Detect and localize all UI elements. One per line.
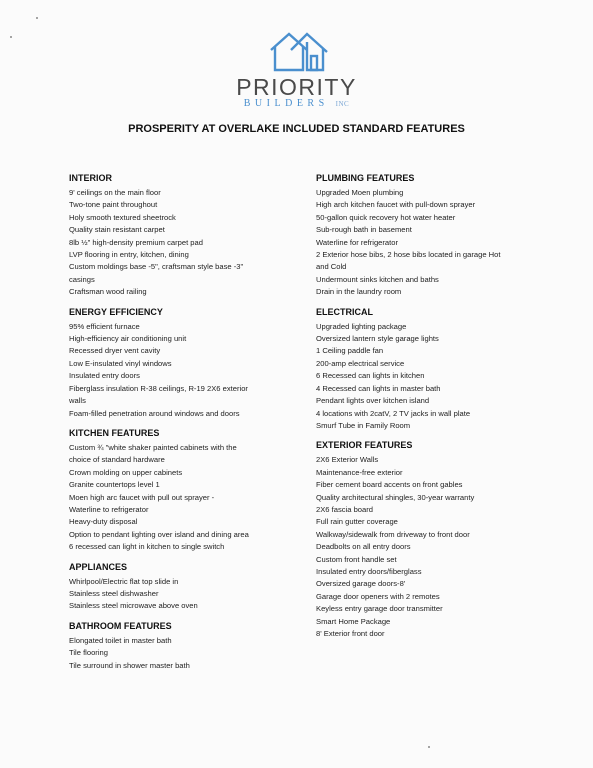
feature-item: 9' ceilings on the main floor [69, 188, 161, 197]
feature-item: Low E-insulated vinyl windows [69, 358, 172, 368]
feature-item: Stainless steel dishwasher [69, 588, 159, 598]
feature-item: Undermount sinks kitchen and baths [316, 274, 439, 284]
feature-item: Option to pendant lighting over island and dining area [69, 529, 249, 539]
feature-item: Tile surround in shower master bath [69, 660, 190, 670]
feature-item: walls [69, 396, 86, 406]
document-title: PROSPERITY AT OVERLAKE INCLUDED STANDARD FEATURES [128, 123, 465, 135]
section-bathroom-features [69, 620, 281, 672]
feature-list [316, 454, 526, 640]
feature-item: 2X6 fascia board [316, 504, 373, 514]
section-title: ELECTRICAL [316, 306, 373, 317]
feature-item: 4 Recessed can lights in master bath [316, 383, 441, 393]
feature-item: 2X6 Exterior Walls [316, 455, 379, 465]
section-title: INTERIOR [69, 173, 113, 183]
section-kitchen-features [69, 427, 281, 554]
feature-item: 6 recessed can light in kitchen to single switch [69, 542, 225, 552]
feature-item: casings [69, 274, 95, 284]
feature-item: choice of standard hardware [69, 455, 165, 465]
feature-item: Granite countertops level 1 [69, 480, 160, 490]
feature-item: Walkway/sidewalk from driveway to front door [316, 529, 470, 539]
section-title: BATHROOM FEATURES [69, 620, 172, 631]
feature-list [69, 635, 281, 672]
section-plumbing-features [316, 172, 526, 299]
feature-item: Smurf Tube in Family Room [316, 420, 411, 430]
feature-item: Oversized garage doors-8' [316, 579, 406, 589]
section-electrical [316, 306, 526, 433]
brand-subtitle-text: BUILDERS [243, 98, 329, 109]
feature-item: and Cold [316, 262, 347, 272]
feature-item: Tile flooring [69, 648, 108, 658]
feature-item: Stainless steel microwave above oven [69, 601, 198, 611]
feature-item: Keyless entry garage door transmitter [316, 604, 443, 614]
feature-item: Upgraded lighting package [316, 321, 407, 331]
feature-list [69, 576, 281, 613]
feature-item: Whirlpool/Electric flat top slide in [69, 576, 179, 586]
feature-item: High-efficiency air conditioning unit [69, 334, 187, 344]
feature-item: Heavy-duty disposal [69, 517, 138, 527]
feature-item: Upgraded Moen plumbing [316, 188, 404, 197]
feature-item: 95% efficient furnace [69, 321, 140, 331]
feature-item: Smart Home Package [316, 616, 391, 626]
feature-item: Drain in the laundry room [316, 287, 402, 297]
feature-item: 8lb ½" high-density premium carpet pad [69, 237, 203, 247]
right-column [316, 172, 526, 647]
feature-item: 200-amp electrical service [316, 358, 405, 368]
section-title: ENERGY EFFICIENCY [69, 306, 163, 317]
feature-item: Deadbolts on all entry doors [316, 542, 411, 552]
feature-item: Full rain gutter coverage [316, 517, 398, 527]
feature-item: Foam-filled penetration around windows and doors [69, 408, 240, 418]
feature-list [69, 321, 281, 420]
feature-item: 4 locations with 2catV, 2 TV jacks in wall plate [316, 408, 471, 418]
section-title: EXTERIOR FEATURES [316, 440, 413, 451]
brand-subtitle [0, 98, 593, 109]
feature-item: Crown molding on upper cabinets [69, 467, 183, 477]
feature-item: Oversized lantern style garage lights [316, 334, 439, 344]
feature-item: Quality stain resistant carpet [69, 225, 165, 235]
feature-item: 1 Ceiling paddle fan [316, 346, 384, 356]
feature-item: High arch kitchen faucet with pull-down sprayer [316, 200, 476, 210]
feature-list [316, 187, 526, 299]
feature-item: Insulated entry doors [69, 371, 140, 381]
feature-item: Waterline to refrigerator [69, 504, 149, 514]
feature-list [316, 321, 526, 433]
feature-item: Sub-rough bath in basement [316, 225, 412, 235]
feature-item: Custom front handle set [316, 554, 397, 564]
feature-item: Fiberglass insulation R-38 ceilings, R-19 2X6 exterior [69, 383, 248, 393]
feature-item: Custom ¾ "white shaker painted cabinets with the [69, 442, 237, 452]
feature-item: 2 Exterior hose bibs, 2 hose bibs located in garage Hot [316, 250, 501, 260]
feature-item: Maintenance-free exterior [316, 467, 403, 477]
feature-list [69, 442, 281, 554]
section-title: PLUMBING FEATURES [316, 173, 415, 183]
section-exterior-features [316, 439, 526, 640]
brand-name: PRIORITY [236, 74, 357, 100]
feature-item: Recessed dryer vent cavity [69, 346, 161, 356]
left-column [69, 172, 281, 679]
feature-item: 50-gallon quick recovery hot water heater [316, 212, 456, 222]
section-title: KITCHEN FEATURES [69, 427, 160, 438]
feature-item: Craftsman wood railing [69, 287, 147, 297]
feature-item: Two-tone paint throughout [69, 200, 158, 210]
feature-item: Waterline for refrigerator [316, 237, 399, 247]
scan-speck [10, 36, 12, 38]
feature-item: Quality architectural shingles, 30-year warranty [316, 492, 475, 502]
section-interior [69, 172, 281, 299]
feature-list [69, 187, 281, 299]
brand-suffix: INC [335, 100, 350, 108]
feature-item: 6 Recessed can lights in kitchen [316, 371, 425, 381]
feature-item: Garage door openers with 2 remotes [316, 591, 440, 601]
feature-item: Insulated entry doors/fiberglass [316, 566, 422, 576]
scan-speck [36, 17, 38, 19]
feature-item: Holy smooth textured sheetrock [69, 212, 176, 222]
section-appliances [69, 561, 281, 613]
feature-item: Elongated toilet in master bath [69, 635, 172, 645]
feature-item: Fiber cement board accents on front gables [316, 480, 463, 490]
feature-item: Custom moldings base -5", craftsman style base -3" [69, 262, 244, 272]
feature-item: Pendant lights over kitchen island [316, 396, 430, 406]
feature-item: Moen high arc faucet with pull out sprayer - [69, 492, 215, 502]
house-outline-icon [268, 28, 330, 72]
section-title: APPLIANCES [69, 561, 128, 572]
scan-speck [428, 746, 430, 748]
feature-item: LVP flooring in entry, kitchen, dining [69, 250, 189, 260]
section-energy-efficiency [69, 306, 281, 420]
feature-item: 8' Exterior front door [316, 629, 385, 638]
